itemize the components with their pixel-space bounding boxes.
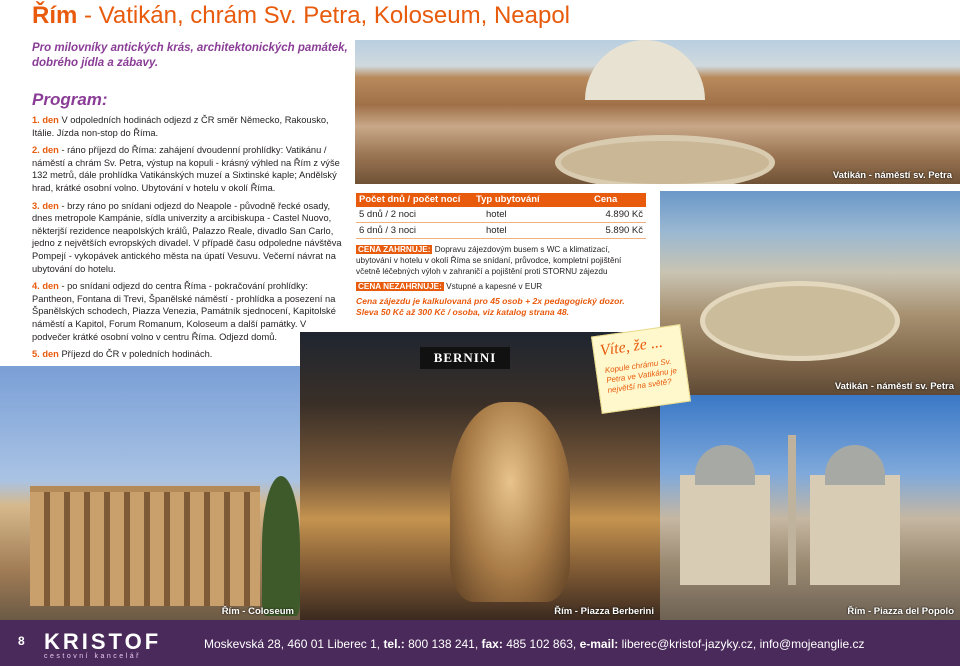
footer [0,620,960,666]
price-includes: CENA ZAHRNUJE: Dopravu zájezdovým busem s WC a klimatizací, ubytování v hotelu v okolí Říma se snídaní, průvodce, kompletní pojištění včetně léčebných výloh v zahraničí a pojištění proti STORNU zájezdu [356,245,622,276]
photo-caption: Řím - Piazza Berberini [554,606,654,617]
piazza-shape [700,281,900,361]
dome-shape [695,445,755,485]
photo-caption: Řím - Piazza del Popolo [847,606,954,617]
contact-info: Moskevská 28, 460 01 Liberec 1, tel.: 800 138 241, fax: 485 102 863, e-mail: liberec@kristof-jazyky.cz, info@mojeanglie.cz [204,637,865,651]
itinerary-day: 5. den Příjezd do ČR v poledních hodinách. [32,349,213,360]
brand-logo: KRISTOF [44,629,162,654]
photo-caption: Vatikán - náměstí sv. Petra [832,170,952,181]
photo-popolo [660,395,960,620]
photo-caption: Řím - Coloseum [221,606,294,617]
brand-tagline: cestovní kancelář [44,653,141,660]
obelisk-shape [788,435,796,585]
intro-text: Pro milovníky antických krás, architektonických památek, dobrého jídla a zábavy. [32,42,348,69]
fun-fact-heading: Víte, že ... [598,333,664,360]
fountain-shape [450,402,570,602]
fun-fact-note [591,324,691,414]
photo-colosseum [0,366,300,620]
price-excludes: CENA NEZAHRNUJE: Vstupné a kapesné v EUR [358,282,543,291]
photo-caption: Vatikán - náměstí sv. Petra [834,381,954,392]
page-number: 8 [18,634,25,648]
title-bar [0,0,960,30]
piazza-shape [555,135,775,184]
dome-shape [825,445,885,485]
itinerary [32,114,346,366]
page-title: Řím - Vatikán, chrám Sv. Petra, Koloseum, Neapol [32,2,570,29]
price-table [356,193,646,239]
itinerary-day: 3. den - brzy ráno po snídani odjezd do Neapole - původně řecké osady, dnes metropole Kampánie, sídla univerzity a arcibiskupa - Castel Nuovo, některjší rezidence neapolských králů, Palazzo Reale, divadlo San Carlo, jedno z největších evropských divadel. V případě času odpoledne návštěva Pompejí - vykopávek antického města na úpatí Vesuvu. Večerní návrat na ubytování do hotelu. [32,200,342,274]
fun-fact-text: Kopule chrámu Sv. Petra ve Vatikánu je největší na světě? [604,356,678,395]
itinerary-day: 1. den V odpoledních hodinách odjezd z ČR směr Německo, Rakousko, Itálie. Jízda non-stop do Říma. [32,115,329,138]
table-row: 5 dnů / 2 noci hotel 4.890 Kč [356,207,646,223]
colosseum-shape [30,486,260,606]
photo-vatican-aerial [355,40,960,184]
bernini-sign: BERNINI [420,347,510,369]
dome-shape [585,40,705,100]
itinerary-day: 4. den - po snídani odjezd do centra Říma - pokračování prohlídky: Pantheon, Fontana di Trevi, Španělské náměstí - prohlídka a posezení na Španělských schodech, Piazza Venezia, Památník sjednocení, Kapitolské náměstí a Kapitol, Forum Romanum, Koloseum a další památky. V podvečer krátké osobní volno v centru Říma. Odjezd domů. [32,281,336,342]
photo-vatican-square [660,191,960,395]
church-shape [810,475,900,585]
table-row: 6 dnů / 3 noci hotel 5.890 Kč [356,223,646,239]
tree-shape [262,476,300,616]
price-notes: Cena zájezdu je kalkulovaná pro 45 osob + 2x pedagogický dozor. Sleva 50 Kč až 300 Kč / osoba, viz katalog strana 48. [356,296,625,317]
price-table-header: Počet dnů / počet nocí Typ ubytování Cena [356,193,646,207]
program-heading: Program: [32,90,108,109]
church-shape [680,475,770,585]
itinerary-day: 2. den - ráno příjezd do Říma: zahájení dvoudenní prohlídky: Vatikánu / náměstí a chrám Sv. Petra, výstup na kopuli - krásný výhled na Řím z výše 132 metrů, dále prohlídka Vatikánských muzeí a Sixtinské kaple; Andělský hrad, krátké osobní volno. Ubytování v hotelu v okolí Říma. [32,145,340,193]
